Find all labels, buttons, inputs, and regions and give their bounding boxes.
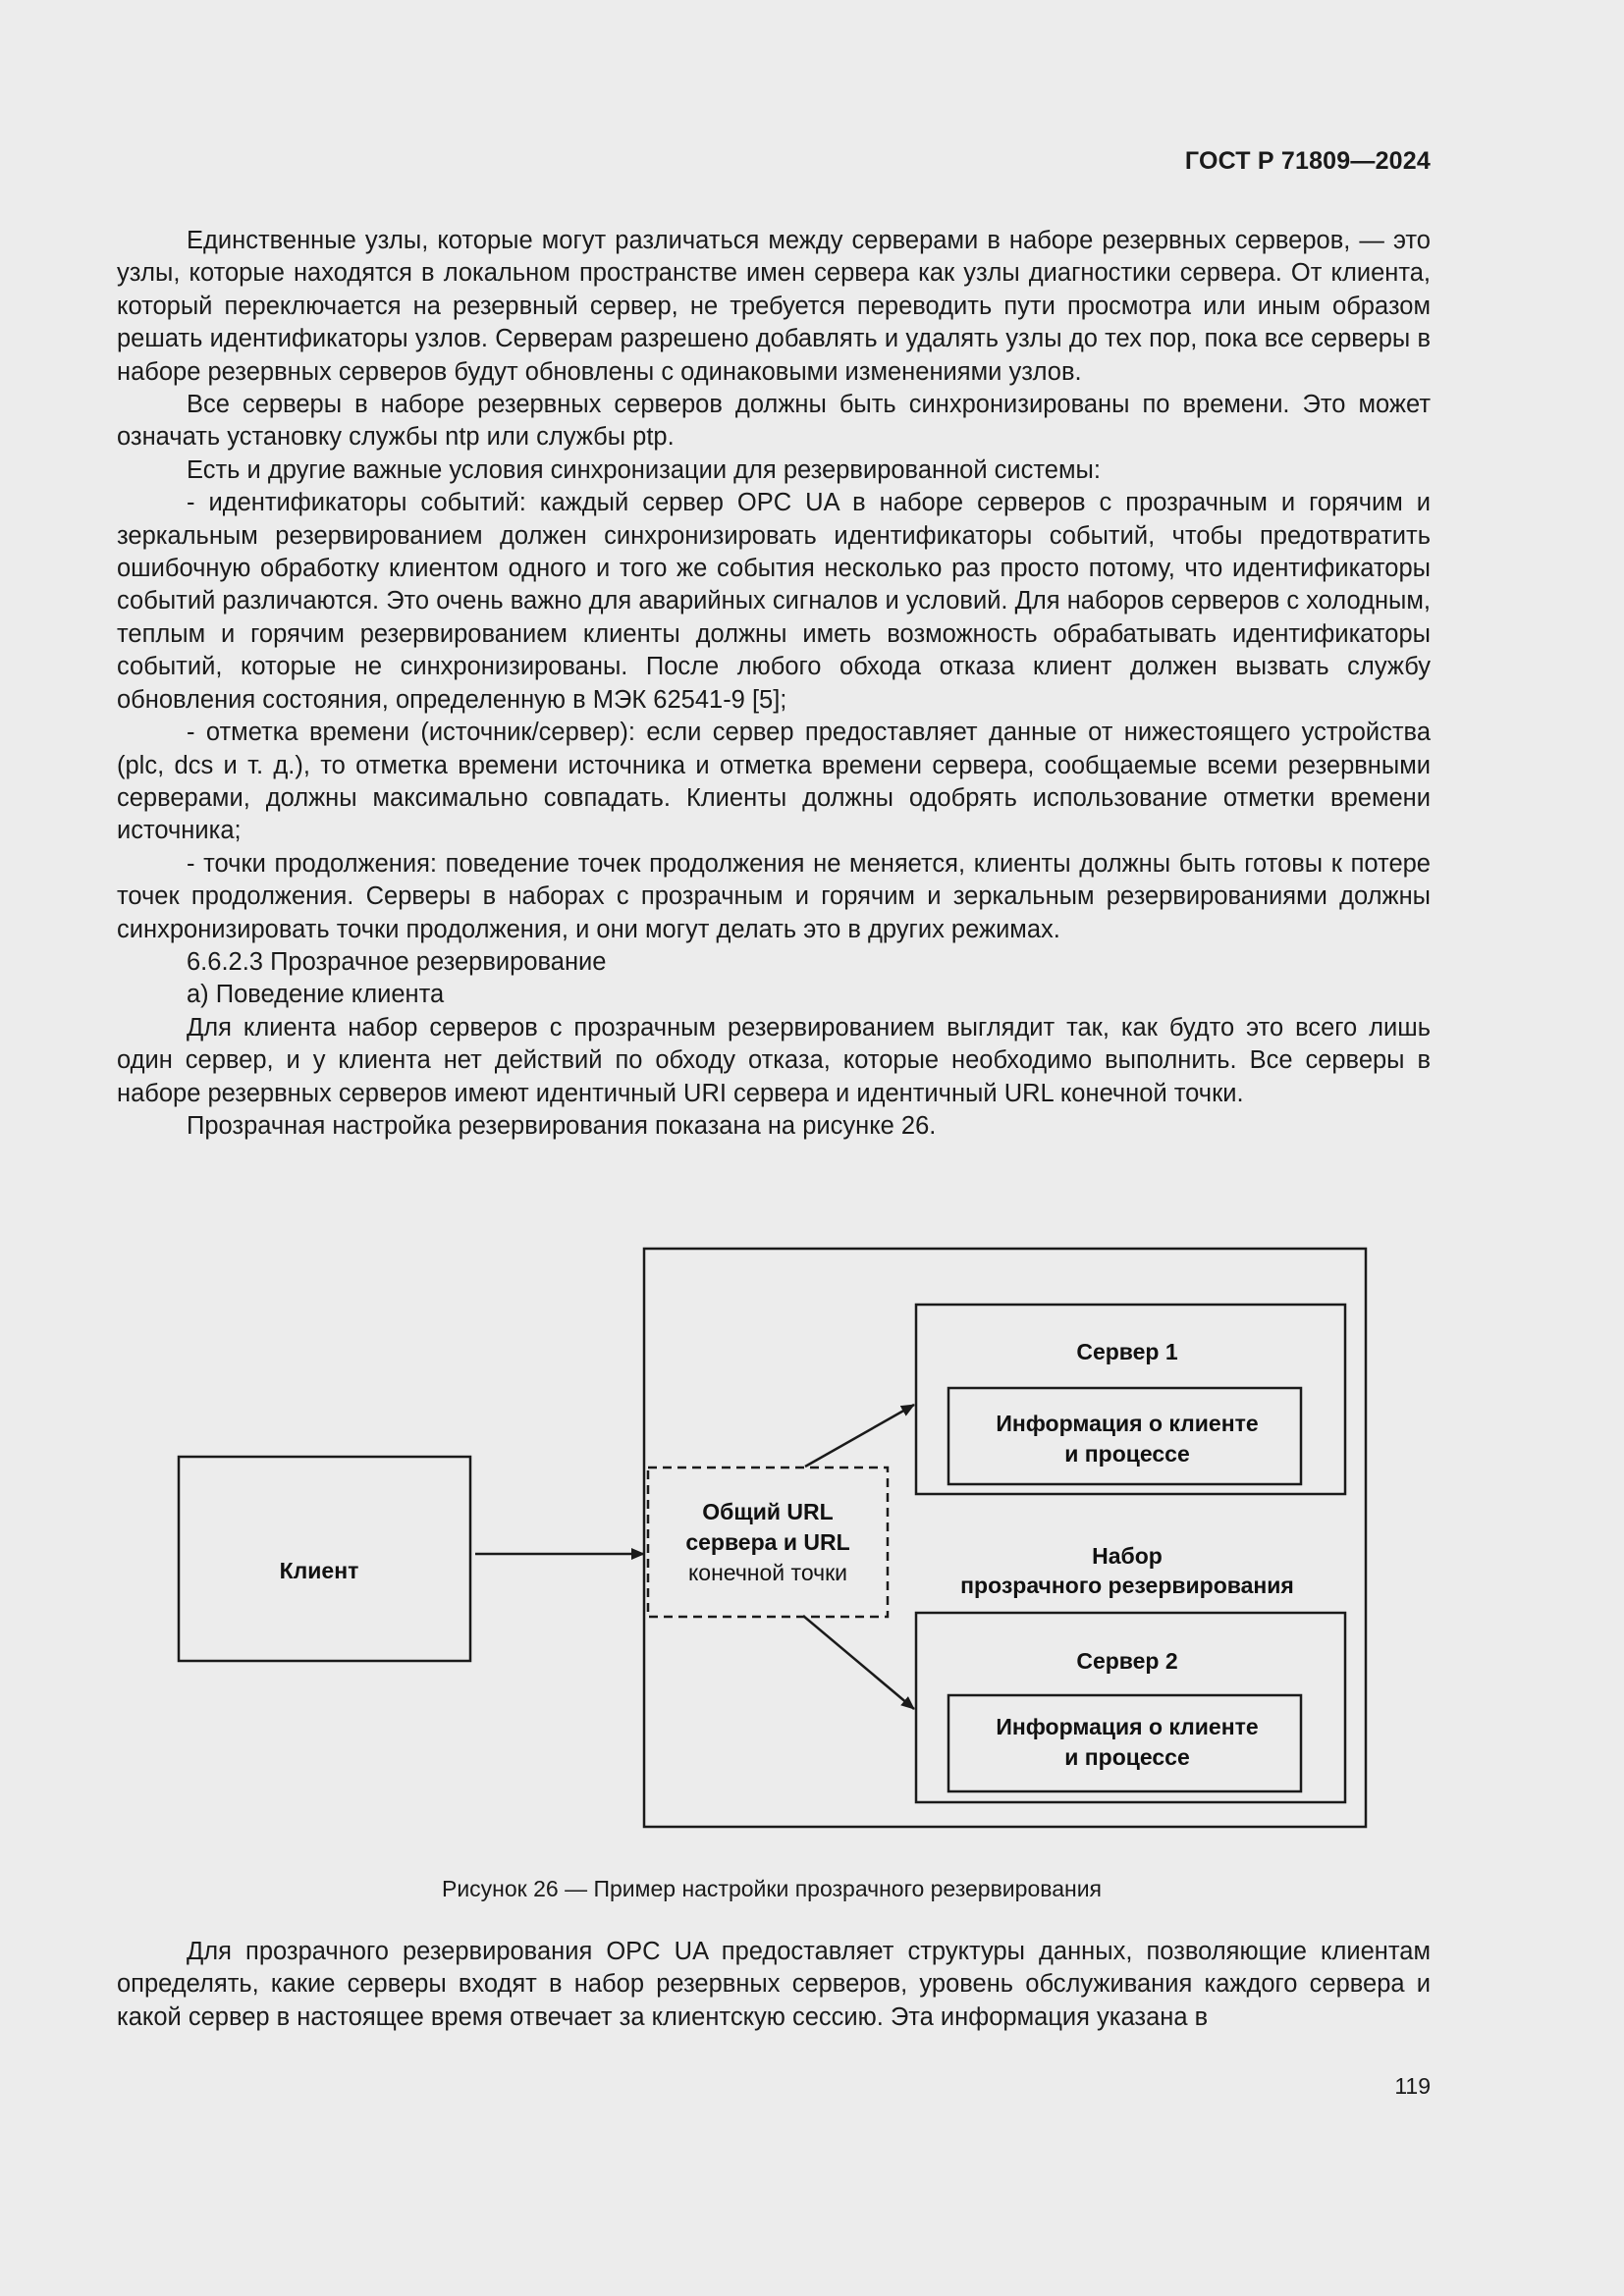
server2-title: Сервер 2 (1076, 1648, 1178, 1674)
figure-caption: Рисунок 26 — Пример настройки прозрачного резервирования (441, 1876, 1102, 1901)
body-text-bottom (117, 1936, 1431, 2034)
section-heading: 6.6.2.3 Прозрачное резервирование (187, 947, 607, 976)
server1-info-box (948, 1388, 1301, 1484)
server2-info-line1: Информация о клиенте (996, 1714, 1259, 1739)
url-to-server1-arrow (805, 1405, 914, 1467)
paragraph: Единственные узлы, которые могут различаться между серверами в наборе резервных серверов, — это узлы, которые находятся в локальном пространстве имен сервера как узлы диагностики сервера. От клиента, который переключается на резервный сервер, не требуется переводить пути просмотра или иным образом решать идентификаторы узлов. Серверам разрешено добавлять и удалять узлы до тех пор, пока все серверы в наборе резервных серверов будут обновлены с одинаковыми изменениями узлов. (117, 227, 1431, 386)
server1-info-line1: Информация о клиенте (996, 1411, 1259, 1436)
subsection-heading: а) Поведение клиента (187, 981, 445, 1009)
shared-url-label-line2: сервера и URL (685, 1529, 850, 1555)
shared-url-label-line3: конечной точки (687, 1560, 848, 1585)
server1-info-line2: и процессе (1064, 1441, 1190, 1467)
page-number: 119 (1394, 2073, 1431, 2099)
url-to-server2-arrow (803, 1616, 914, 1709)
server2-box (916, 1613, 1345, 1802)
redundancy-set-label-line2: прозрачного резервирования (960, 1573, 1294, 1598)
document-header: ГОСТ Р 71809—2024 (1184, 147, 1431, 175)
paragraph: Прозрачная настройка резервирования показана на рисунке 26. (187, 1111, 937, 1140)
server2-info-box (948, 1695, 1301, 1791)
server2-info-line2: и процессе (1064, 1744, 1190, 1770)
paragraph: Для клиента набор серверов с прозрачным резервированием выглядит так, как будто это всего лишь один сервер, и у клиента нет действий по обходу отказа, которые необходимо выполнить. Все серверы в наборе резервных серверов имеют идентичный URI сервера и идентичный URL конечной точки. (117, 1013, 1431, 1107)
server1-title: Сервер 1 (1076, 1339, 1178, 1364)
redundancy-set-label-line1: Набор (1092, 1543, 1163, 1569)
paragraph: Для прозрачного резервирования OPC UA предоставляет структуры данных, позволяющие клиентам определять, какие серверы входят в набор резервных серверов, уровень обслуживания каждого сервера и какой сервер в настоящее время отвечает за клиентскую сессию. Эта информация указана в (117, 1938, 1431, 2031)
list-item: - точки продолжения: поведение точек продолжения не меняется, клиенты должны быть готовы к потере точек продолжения. Серверы в наборах с прозрачным и горячим и зеркальным резервированиями должны синхронизировать точки продолжения, и они могут делать это в других режимах. (117, 849, 1431, 943)
paragraph: Все серверы в наборе резервных серверов должны быть синхронизированы по времени. Это может означать установку службы ntp или службы ptp. (117, 391, 1431, 452)
list-item: - идентификаторы событий: каждый сервер OPC UA в наборе серверов с прозрачным и горячим и зеркальным резервированием должен синхронизировать идентификаторы событий, чтобы предотвратить ошибочную обработку клиентом одного и того же события несколько раз просто потому, что идентификаторы событий различаются. Это очень важно для аварийных сигналов и условий. Для наборов серверов с холодным, теплым и горячим резервированием клиенты должны иметь возможность обрабатывать идентификаторы событий, которые не синхронизированы. После любого обхода отказа клиент должен вызвать службу обновления состояния, определенную в МЭК 62541-9 [5]; (117, 489, 1431, 714)
client-label: Клиент (279, 1558, 359, 1583)
paragraph: Есть и другие важные условия синхронизации для резервированной системы: (187, 455, 1101, 484)
list-item: - отметка времени (источник/сервер): если сервер предоставляет данные от нижестоящего устройства (plc, dcs и т. д.), то отметка времени источника и отметка времени сервера, сообщаемые всеми резервными серверами, должны максимально совпадать. Клиенты должны одобрять использование отметки времени источника; (117, 719, 1431, 845)
shared-url-label-line1: Общий URL (702, 1499, 834, 1524)
